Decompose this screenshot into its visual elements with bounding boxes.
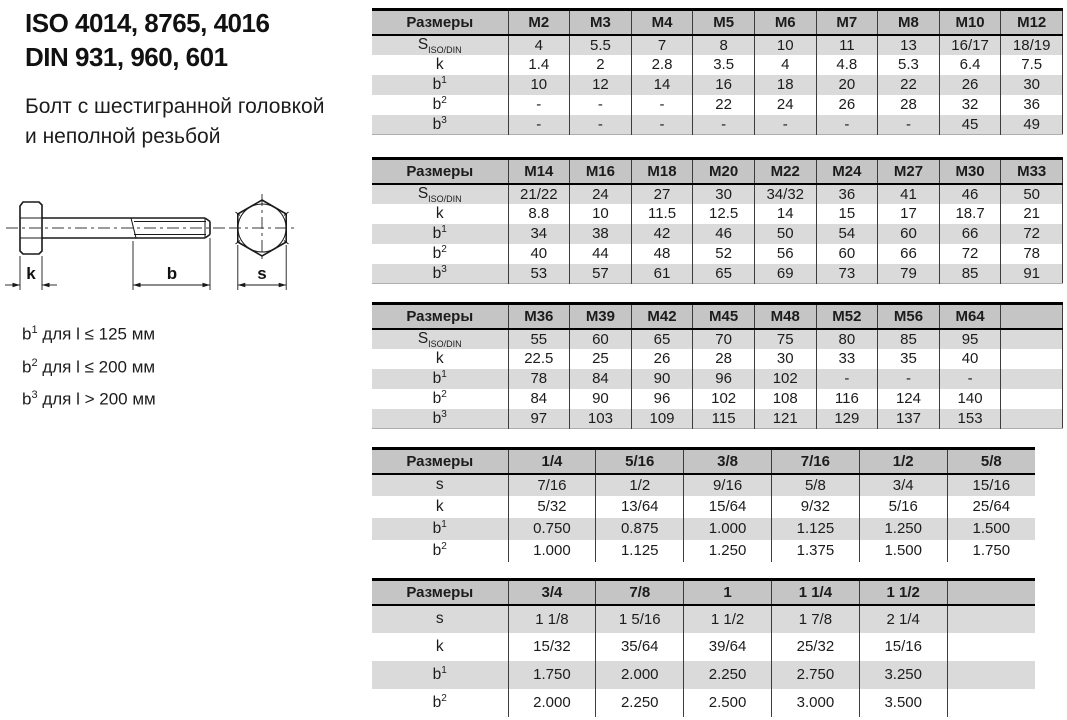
column-header: M33 [1001,159,1063,184]
data-cell: 34 [508,224,570,244]
table-row [372,369,1063,389]
data-cell: 32 [939,95,1001,115]
data-cell [1001,369,1063,389]
data-cell: 75 [754,329,816,349]
data-cell [947,633,1035,661]
table-row [372,540,1035,562]
data-cell: 13 [878,35,940,55]
data-cell: 53 [508,264,570,284]
data-cell: 140 [939,389,1001,409]
row-label: k [435,497,444,515]
data-cell: 2.000 [508,689,596,717]
data-cell: 56 [754,244,816,264]
data-cell: 57 [570,264,632,284]
data-cell: 3.5 [693,55,755,75]
data-cell: 39/64 [684,633,772,661]
data-cell: 72 [939,244,1001,264]
column-header: M7 [816,10,878,35]
data-cell: 13/64 [596,496,684,518]
row-label: $b^2$ [432,389,447,408]
data-cell: 27 [631,184,693,204]
data-cell: 21/22 [508,184,570,204]
data-cell: 115 [693,409,755,429]
data-cell [1001,389,1063,409]
data-cell: 15/16 [947,474,1035,496]
table-metric-m2-m12 [372,8,1063,135]
data-cell: 1 7/8 [771,605,859,633]
data-cell: 11.5 [631,204,693,224]
dimension-b [133,238,210,290]
data-cell: 2.500 [684,689,772,717]
data-cell: 2.750 [771,661,859,689]
data-cell: 26 [816,95,878,115]
table-row [372,349,1063,369]
footnote-b2: $b^2$ для l ≤ 200 мм [22,356,156,377]
row-label: $b^3$ [432,114,447,133]
data-cell: 45 [939,115,1001,135]
column-header [947,580,1035,605]
table-row [372,224,1063,244]
header-row [372,159,1063,184]
footnote-b3: $b^3$ для l > 200 мм [22,389,156,409]
row-label: $b^1$ [432,75,447,94]
data-cell: 109 [631,409,693,429]
data-cell: 40 [508,244,570,264]
data-cell: 36 [816,184,878,204]
data-cell: 65 [631,329,693,349]
data-cell: 24 [570,184,632,204]
data-cell [1001,409,1063,429]
table-row [372,633,1035,661]
column-header: M6 [754,10,816,35]
data-cell: 18.7 [939,204,1001,224]
data-cell: 41 [878,184,940,204]
data-cell: 50 [754,224,816,244]
data-cell: 38 [570,224,632,244]
data-cell: - [816,115,878,135]
data-cell: 50 [1001,184,1063,204]
column-header: 1/2 [859,449,947,474]
data-cell: - [816,369,878,389]
data-cell: 2.8 [631,55,693,75]
data-cell: 96 [631,389,693,409]
data-cell: 15/16 [859,633,947,661]
data-cell: 2 1/4 [859,605,947,633]
data-cell: 70 [693,329,755,349]
column-header: M56 [878,304,940,329]
data-cell: - [878,115,940,135]
row-label: $b^3$ [432,408,447,427]
data-cell: 16 [693,75,755,95]
data-cell: 61 [631,264,693,284]
column-header: 1 1/2 [859,580,947,605]
header-row [372,449,1035,474]
data-cell: 14 [631,75,693,95]
data-cell: 22 [693,95,755,115]
column-header: 7/8 [596,580,684,605]
data-cell: 153 [939,409,1001,429]
column-header: M16 [570,159,632,184]
column-header: Размеры [372,10,508,35]
data-cell: 95 [939,329,1001,349]
table-row [372,661,1035,689]
data-cell: 7/16 [508,474,596,496]
column-header: 5/8 [947,449,1035,474]
data-cell: 7 [631,35,693,55]
data-cell: 46 [693,224,755,244]
table-row [372,518,1035,540]
column-header: Размеры [372,580,508,605]
data-cell [947,605,1035,633]
data-cell: 24 [754,95,816,115]
bolt-technical-drawing [0,185,310,310]
row-label: $b^1$ [432,518,447,538]
page-subtitle [25,92,324,152]
row-label: $b^2$ [432,540,447,560]
data-cell: 72 [1001,224,1063,244]
data-cell: - [570,115,632,135]
data-cell: 30 [1001,75,1063,95]
column-header: 1 1/4 [771,580,859,605]
row-label: $S_{ISO/DIN}$ [417,35,462,55]
row-label: k [435,349,444,367]
data-cell: 5/32 [508,496,596,518]
data-cell: 12 [570,75,632,95]
table-row [372,496,1035,518]
data-cell: 54 [816,224,878,244]
data-cell: 20 [816,75,878,95]
data-cell: 25 [570,349,632,369]
data-cell: 5.5 [570,35,632,55]
data-cell: 49 [1001,115,1063,135]
data-cell: 34/32 [754,184,816,204]
data-cell: - [631,95,693,115]
data-cell: 65 [693,264,755,284]
data-cell: 25/32 [771,633,859,661]
data-cell: 69 [754,264,816,284]
table-row [372,204,1063,224]
data-cell: 116 [816,389,878,409]
column-header: Размеры [372,449,508,474]
data-cell: 5/16 [859,496,947,518]
data-cell: 12.5 [693,204,755,224]
subtitle-line-2: и неполной резьбой [25,125,221,148]
data-cell: 102 [754,369,816,389]
data-cell: 9/32 [771,496,859,518]
data-cell: - [754,115,816,135]
data-cell: - [631,115,693,135]
data-cell: 55 [508,329,570,349]
data-cell: 30 [754,349,816,369]
column-header: 7/16 [771,449,859,474]
data-cell: 78 [1001,244,1063,264]
subtitle-line-1: Болт с шестигранной головкой [25,95,325,118]
row-label: $b^1$ [432,369,447,388]
column-header: M20 [693,159,755,184]
column-header: 3/4 [508,580,596,605]
column-header: M45 [693,304,755,329]
dim-s-label: s [257,264,267,283]
data-cell [947,689,1035,717]
column-header: M64 [939,304,1001,329]
header-row [372,10,1063,35]
data-cell: 35/64 [596,633,684,661]
data-cell: 79 [878,264,940,284]
column-header [1001,304,1063,329]
data-cell: 28 [693,349,755,369]
table-row [372,184,1063,204]
data-cell: 1.375 [771,540,859,562]
data-cell: 1 5/16 [596,605,684,633]
data-cell: 1.750 [947,540,1035,562]
data-cell: 10 [570,204,632,224]
row-label: k [435,204,444,222]
data-cell: 1 1/2 [684,605,772,633]
data-cell: 4 [508,35,570,55]
column-header: 1 [684,580,772,605]
data-cell: 22.5 [508,349,570,369]
data-cell: 17 [878,204,940,224]
data-cell: 48 [631,244,693,264]
column-header: 5/16 [596,449,684,474]
page-title [25,6,269,74]
data-cell: 7.5 [1001,55,1063,75]
data-cell: - [570,95,632,115]
data-cell: 1.000 [508,540,596,562]
row-label: $S_{ISO/DIN}$ [417,184,462,204]
data-cell: 1/2 [596,474,684,496]
data-cell: 40 [939,349,1001,369]
table-row [372,689,1035,717]
data-cell: 129 [816,409,878,429]
table-metric-m36-m64 [372,302,1063,429]
data-cell: 1.500 [947,518,1035,540]
column-header: M8 [878,10,940,35]
footnote-b1: $b^1$ для l ≤ 125 мм [22,324,156,344]
data-cell: 2.000 [596,661,684,689]
data-cell: 5.3 [878,55,940,75]
data-cell: 80 [816,329,878,349]
row-label: s [435,610,444,627]
data-cell [1001,349,1063,369]
column-header: M42 [631,304,693,329]
data-cell: 121 [754,409,816,429]
table-imperial-threequarters-to-oneandhalf [372,578,1035,717]
row-label: k [435,55,444,73]
data-cell: 36 [1001,95,1063,115]
data-cell: 18/19 [1001,35,1063,55]
data-cell: 97 [508,409,570,429]
data-cell: - [693,115,755,135]
data-cell: 0.750 [508,518,596,540]
header-row [372,580,1035,605]
data-cell: 1.750 [508,661,596,689]
column-header: M27 [878,159,940,184]
data-cell: 8.8 [508,204,570,224]
data-cell: - [508,95,570,115]
data-cell: 1.4 [508,55,570,75]
row-label: k [435,637,444,655]
column-header: M52 [816,304,878,329]
column-header: M12 [1001,10,1063,35]
data-cell: 90 [631,369,693,389]
column-header: Размеры [372,304,508,329]
table-metric-m14-m33 [372,157,1063,284]
data-cell: 91 [1001,264,1063,284]
data-cell: 10 [508,75,570,95]
column-header: 1/4 [508,449,596,474]
data-cell [947,661,1035,689]
data-cell: 26 [631,349,693,369]
column-header: M24 [816,159,878,184]
column-header: M36 [508,304,570,329]
row-label: $S_{ISO/DIN}$ [417,329,462,349]
data-cell: 96 [693,369,755,389]
row-label: $b^2$ [432,95,447,114]
data-cell: 84 [570,369,632,389]
data-cell: 1.000 [684,518,772,540]
data-cell: 1.250 [859,518,947,540]
table-row [372,329,1063,349]
data-cell: 28 [878,95,940,115]
data-cell: 66 [939,224,1001,244]
row-label: $b^2$ [432,692,447,712]
data-cell: 124 [878,389,940,409]
table-row [372,75,1063,95]
row-label: $b^1$ [432,224,447,243]
data-cell: - [939,369,1001,389]
data-cell: 15/64 [684,496,772,518]
data-cell: 85 [939,264,1001,284]
column-header: M30 [939,159,1001,184]
data-cell: 42 [631,224,693,244]
data-cell: 103 [570,409,632,429]
title-iso-line: ISO 4014, 8765, 4016 [25,8,270,38]
table-row [372,35,1063,55]
data-cell: 66 [878,244,940,264]
data-cell: 4.8 [816,55,878,75]
data-cell: 3.000 [771,689,859,717]
data-cell: 0.875 [596,518,684,540]
data-cell: 10 [754,35,816,55]
data-cell: 15/32 [508,633,596,661]
data-cell: 60 [570,329,632,349]
data-cell: 30 [693,184,755,204]
data-cell: - [508,115,570,135]
table-row [372,409,1063,429]
data-cell: 108 [754,389,816,409]
data-cell: 1.500 [859,540,947,562]
data-cell: 1 1/8 [508,605,596,633]
table-row [372,244,1063,264]
table-row [372,264,1063,284]
data-cell: 44 [570,244,632,264]
data-cell: 33 [816,349,878,369]
data-cell: 5/8 [771,474,859,496]
data-cell: 16/17 [939,35,1001,55]
data-cell: 60 [816,244,878,264]
data-cell: 137 [878,409,940,429]
column-header: 3/8 [684,449,772,474]
dim-k-label: k [26,264,36,283]
title-din-line: DIN 931, 960, 601 [25,42,228,72]
column-header: Размеры [372,159,508,184]
data-cell: 15 [816,204,878,224]
dimension-k [5,256,57,290]
column-header: M22 [754,159,816,184]
table-row [372,474,1035,496]
data-cell: 60 [878,224,940,244]
data-cell: 26 [939,75,1001,95]
data-cell: 2 [570,55,632,75]
data-cell: 11 [816,35,878,55]
column-header: M5 [693,10,755,35]
data-cell: 90 [570,389,632,409]
column-header: M39 [570,304,632,329]
data-cell: 35 [878,349,940,369]
data-cell: 1.125 [596,540,684,562]
data-cell: 3.500 [859,689,947,717]
column-header: M48 [754,304,816,329]
column-header: M4 [631,10,693,35]
row-label: $b^2$ [432,244,447,263]
data-cell: 18 [754,75,816,95]
data-cell: 78 [508,369,570,389]
row-label: $b^3$ [432,263,447,282]
table-row [372,115,1063,135]
data-cell: 2.250 [596,689,684,717]
column-header: M3 [570,10,632,35]
column-header: M14 [508,159,570,184]
data-cell: 2.250 [684,661,772,689]
data-cell: 4 [754,55,816,75]
data-cell: 8 [693,35,755,55]
table-row [372,389,1063,409]
data-cell: 9/16 [684,474,772,496]
dim-b-label: b [166,264,178,283]
table-row [372,605,1035,633]
row-label: s [435,476,444,493]
data-cell: 84 [508,389,570,409]
data-cell: 25/64 [947,496,1035,518]
table-row [372,95,1063,115]
table-row [372,55,1063,75]
data-cell: 85 [878,329,940,349]
footnotes [22,316,156,414]
data-cell [1001,329,1063,349]
data-cell: 21 [1001,204,1063,224]
column-header: M10 [939,10,1001,35]
data-cell: 3/4 [859,474,947,496]
data-cell: 1.250 [684,540,772,562]
data-cell: 14 [754,204,816,224]
header-row [372,304,1063,329]
data-cell: 73 [816,264,878,284]
data-cell: 6.4 [939,55,1001,75]
data-cell: - [878,369,940,389]
data-cell: 3.250 [859,661,947,689]
column-header: M18 [631,159,693,184]
data-cell: 1.125 [771,518,859,540]
data-cell: 46 [939,184,1001,204]
data-cell: 102 [693,389,755,409]
data-cell: 52 [693,244,755,264]
data-cell: 22 [878,75,940,95]
table-imperial-quarter-to-fiveeighths [372,447,1035,562]
column-header: M2 [508,10,570,35]
row-label: $b^1$ [432,664,447,684]
